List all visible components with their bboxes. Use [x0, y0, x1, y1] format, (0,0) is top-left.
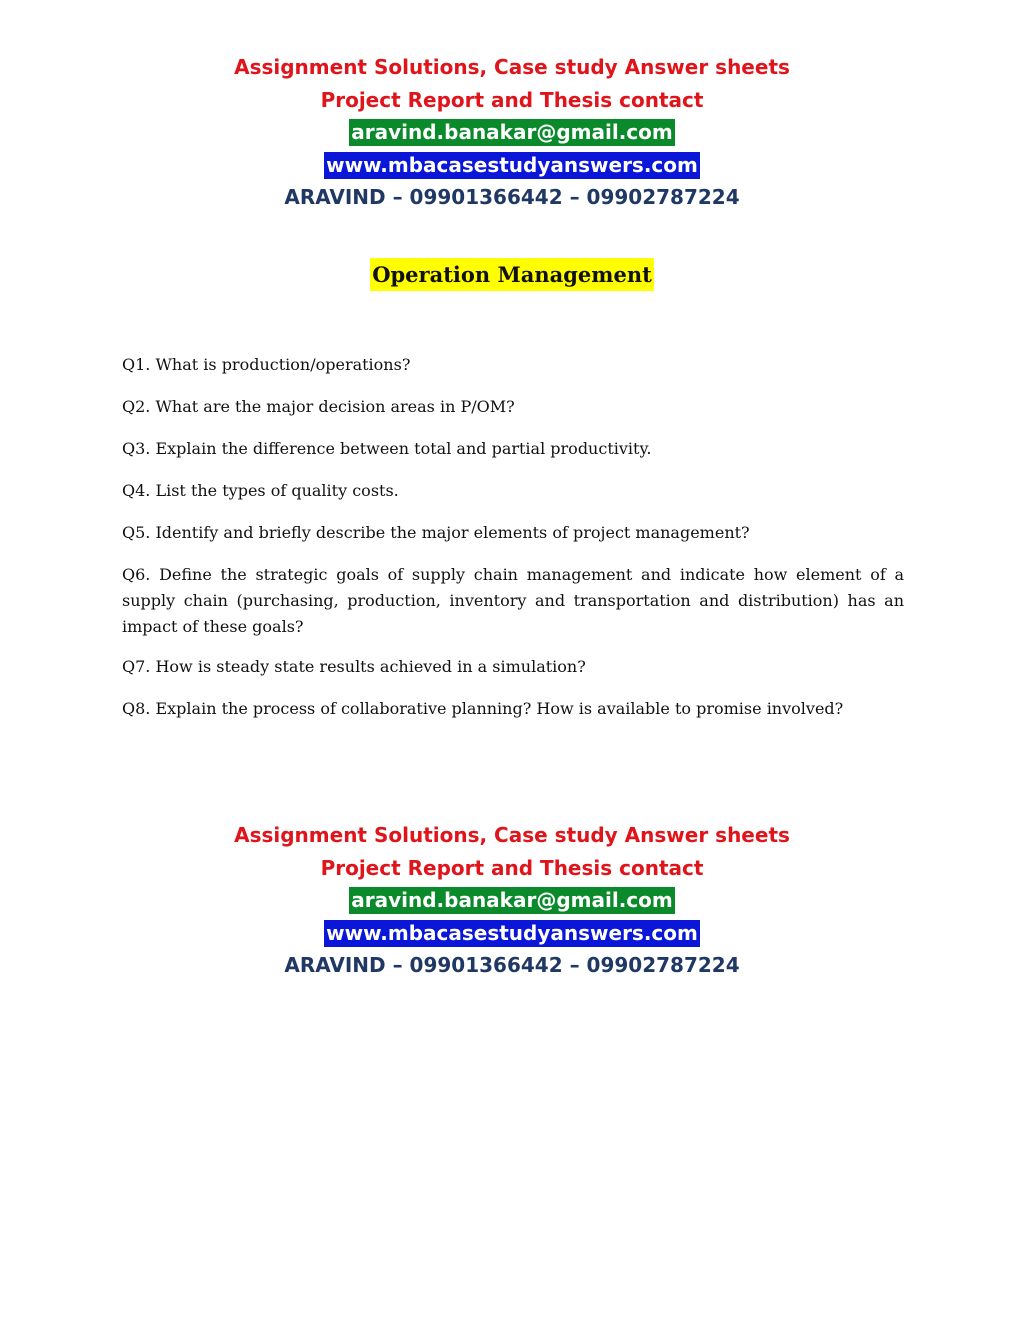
question-item: Q7. How is steady state results achieved in a simulation?	[122, 657, 586, 676]
question-list	[122, 352, 904, 738]
contact-line-project-text: Project Report and Thesis contact	[320, 87, 704, 112]
question-item: Q1. What is production/operations?	[122, 355, 411, 374]
question-item: Q4. List the types of quality costs.	[122, 481, 399, 500]
contact-line-project-text: Project Report and Thesis contact	[320, 855, 704, 880]
contact-line-project	[0, 85, 1024, 118]
contact-line-assignment-text: Assignment Solutions, Case study Answer sheets	[234, 823, 790, 847]
contact-website	[0, 150, 1024, 183]
contact-phone-text: ARAVIND – 09901366442 – 09902787224	[284, 953, 740, 977]
question-item: Q8. Explain the process of collaborative planning? How is available to promise involved?	[122, 699, 844, 718]
contact-phone-text: ARAVIND – 09901366442 – 09902787224	[284, 185, 740, 209]
contact-website-text: www.mbacasestudyanswers.com	[326, 152, 698, 177]
question-item: Q6. Define the strategic goals of supply chain management and indicate how element of a supply chain (purchasing, production, inventory and transportation and distribution) has an impact of these goals?	[122, 565, 904, 636]
question-item: Q3. Explain the difference between total and partial productivity.	[122, 439, 652, 458]
contact-line-project	[0, 853, 1024, 886]
contact-email-text: aravind.banakar@gmail.com	[351, 120, 673, 144]
contact-email	[0, 117, 1024, 150]
contact-phone	[0, 950, 1024, 983]
contact-line-assignment	[0, 52, 1024, 85]
contact-website-text: www.mbacasestudyanswers.com	[326, 920, 698, 945]
question-item: Q2. What are the major decision areas in P/OM?	[122, 397, 515, 416]
document-title	[0, 258, 1024, 291]
contact-line-assignment	[0, 820, 1024, 853]
contact-email	[0, 885, 1024, 918]
contact-email-text: aravind.banakar@gmail.com	[351, 888, 673, 912]
contact-header	[0, 52, 1024, 215]
contact-footer	[0, 820, 1024, 983]
contact-phone	[0, 182, 1024, 215]
contact-website	[0, 918, 1024, 951]
contact-line-assignment-text: Assignment Solutions, Case study Answer sheets	[234, 55, 790, 79]
question-item: Q5. Identify and briefly describe the major elements of project management?	[122, 523, 750, 542]
document-title-text: Operation Management	[370, 258, 654, 291]
